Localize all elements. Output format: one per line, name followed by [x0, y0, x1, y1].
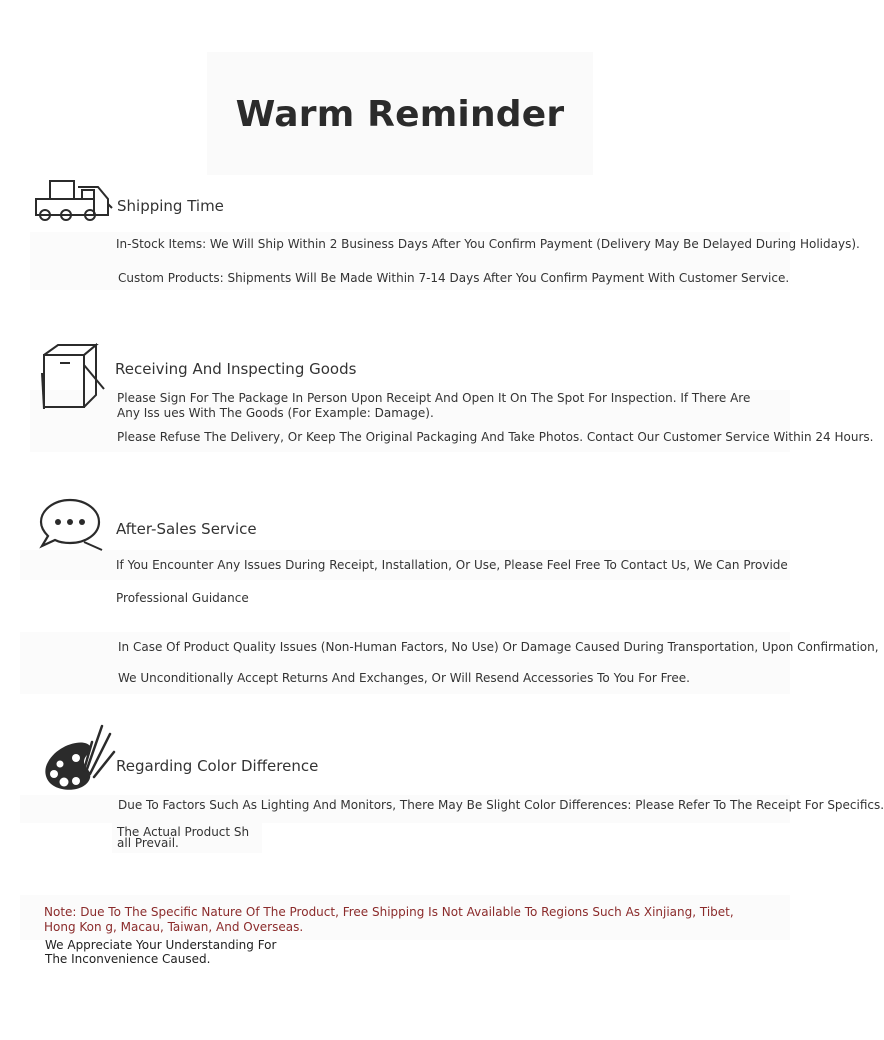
box-icon	[40, 343, 108, 417]
appreciation-line-2: The Inconvenience Caused.	[45, 952, 211, 966]
color-line-1: Due To Factors Such As Lighting And Monitors, There May Be Slight Color Differences: Please Refer To The Receipt For Specifics.	[118, 798, 884, 812]
truck-icon	[34, 178, 114, 230]
section-heading-color: Regarding Color Difference	[116, 757, 319, 775]
section-heading-after-sales: After-Sales Service	[116, 520, 257, 538]
title-banner	[207, 52, 593, 175]
after-sales-line-1: If You Encounter Any Issues During Receipt, Installation, Or Use, Please Feel Free To Contact Us, We Can Provide	[116, 558, 788, 572]
after-sales-line-2: Professional Guidance	[116, 591, 249, 605]
page-title: Warm Reminder	[235, 94, 565, 135]
section-heading-receiving: Receiving And Inspecting Goods	[115, 360, 357, 378]
shipping-line-1: In-Stock Items: We Will Ship Within 2 Business Days After You Confirm Payment (Delivery May Be Delayed During Holidays).	[116, 237, 860, 251]
appreciation-line-1: We Appreciate Your Understanding For	[45, 938, 277, 952]
color-line-3: all Prevail.	[117, 836, 179, 850]
shipping-note: Note: Due To The Specific Nature Of The Product, Free Shipping Is Not Available To Regions Such As Xinjiang, Tibet, Hong Kon g, Macau, Taiwan, And Overseas.	[44, 905, 734, 934]
after-sales-line-3: In Case Of Product Quality Issues (Non-Human Factors, No Use) Or Damage Caused During Transportation, Upon Confirmation,	[118, 640, 879, 654]
chat-bubble-icon	[40, 498, 104, 558]
shipping-line-2: Custom Products: Shipments Will Be Made Within 7-14 Days After You Confirm Payment With Customer Service.	[118, 271, 790, 285]
color-line-2: The Actual Product Sh	[117, 825, 250, 839]
paint-palette-icon	[40, 722, 116, 796]
after-sales-line-4: We Unconditionally Accept Returns And Exchanges, Or Will Resend Accessories To You For Free.	[118, 671, 690, 685]
receiving-line-1: Please Sign For The Package In Person Upon Receipt And Open It On The Spot For Inspection. If There Are Any Iss ues With The Goods (For Example: Damage).	[117, 391, 751, 420]
receiving-line-2: Please Refuse The Delivery, Or Keep The Original Packaging And Take Photos. Contact Our Customer Service Within 24 Hours.	[117, 430, 874, 444]
section-heading-shipping: Shipping Time	[117, 197, 224, 215]
